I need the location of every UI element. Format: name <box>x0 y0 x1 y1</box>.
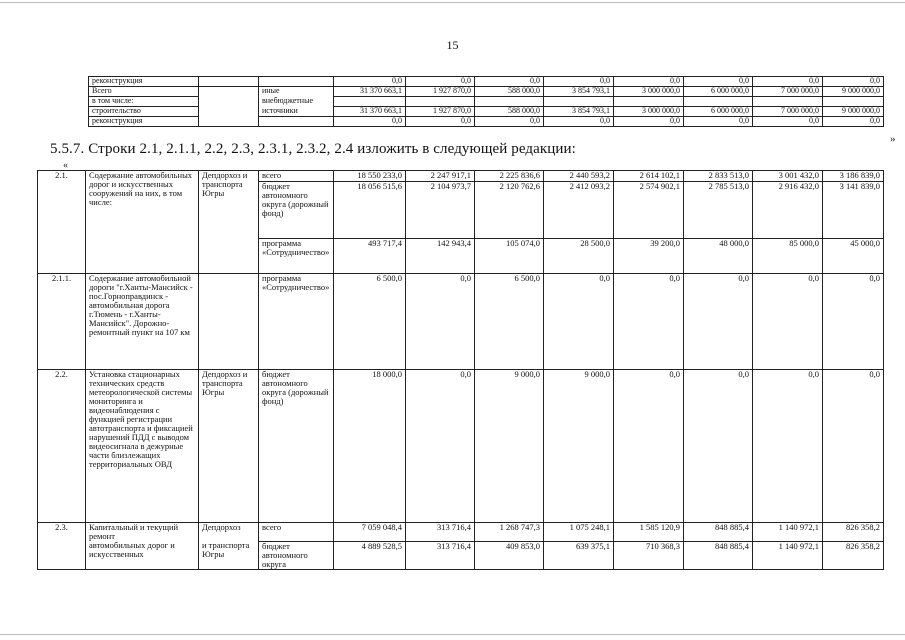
page-number: 15 <box>446 38 459 52</box>
value-cell: 0,0 <box>823 117 884 127</box>
source-cell: источники <box>259 107 334 117</box>
value-cell: 3 000 000,0 <box>614 87 684 97</box>
value-cell: 848 885,4 <box>684 541 753 569</box>
value-cell: 588 000,0 <box>475 107 544 117</box>
value-cell: 9 000 000,0 <box>823 87 884 97</box>
value-cell: 39 200,0 <box>614 239 684 274</box>
value-cell: 313 716,4 <box>406 541 475 569</box>
value-cell: 3 186 839,0 <box>823 171 884 182</box>
value-cell: 0,0 <box>475 117 544 127</box>
value-cell: 2 412 093,2 <box>544 182 614 239</box>
value-cell: 105 074,0 <box>475 239 544 274</box>
value-cell: 0,0 <box>544 117 614 127</box>
row-name: Содержание автомобильной дороги "г.Ханты-Мансийск - пос.Горноправдинск - автомобильная дорога г.Тюмень - г.Ханты-Мансийск". Дорожно-ремонтный пункт на 107 км <box>86 274 199 370</box>
value-cell: 142 943,4 <box>406 239 475 274</box>
value-cell: 6 500,0 <box>334 274 406 370</box>
value-cell: 1 075 248,1 <box>544 523 614 542</box>
source-cell: иные <box>259 87 334 97</box>
value-cell: 0,0 <box>614 117 684 127</box>
value-cell: 18 550 233,0 <box>334 171 406 182</box>
value-cell: 1 140 972,1 <box>753 541 823 569</box>
executor-cell: и транспорта Югры <box>199 541 259 569</box>
value-cell: 710 368,3 <box>614 541 684 569</box>
value-cell: 3 001 432,0 <box>753 171 823 182</box>
value-cell: 2 120 762,6 <box>475 182 544 239</box>
row-name: реконструкция <box>89 77 199 87</box>
value-cell: 0,0 <box>544 77 614 87</box>
value-cell: 2 785 513,0 <box>684 182 753 239</box>
value-cell: 31 370 663,1 <box>334 107 406 117</box>
table-row <box>38 370 884 523</box>
source-cell: программа «Сотрудничество» <box>259 274 334 370</box>
table-row <box>89 87 884 97</box>
page-top-border <box>0 2 905 3</box>
value-cell: 2 247 917,1 <box>406 171 475 182</box>
value-cell: 0,0 <box>823 274 884 370</box>
value-cell: 0,0 <box>823 77 884 87</box>
section-heading: 5.5.7. Строки 2.1, 2.1.1, 2.2, 2.3, 2.3.1, 2.3.2, 2.4 изложить в следующей редакции: <box>50 141 576 157</box>
value-cell: 3 141 839,0 <box>823 182 884 239</box>
row-name: реконструкция <box>89 117 199 127</box>
value-cell: 6 000 000,0 <box>684 87 753 97</box>
source-cell: бюджет автономного округа (дорожный фонд) <box>259 370 334 523</box>
source-cell: внебюджетные <box>259 97 334 107</box>
table-row <box>38 523 884 542</box>
value-cell: 0,0 <box>614 370 684 523</box>
value-cell: 45 000,0 <box>823 239 884 274</box>
row-name: в том числе: <box>89 97 199 107</box>
value-cell: 848 885,4 <box>684 523 753 542</box>
source-cell: бюджет автономного округа (дорожный фонд) <box>259 182 334 239</box>
table-row <box>38 274 884 370</box>
value-cell: 0,0 <box>684 77 753 87</box>
value-cell: 0,0 <box>753 274 823 370</box>
value-cell: 0,0 <box>406 370 475 523</box>
value-cell: 0,0 <box>753 117 823 127</box>
row-name: Установка стационарных технических средств метеорологической системы мониторинга и видеонаблюдения с функцией регистрации автотранспорта и фиксацией нарушений ПДД с выводом видеосигнала в дежурные части близлежащих территориальных ОВД <box>86 370 199 523</box>
value-cell: 409 853,0 <box>475 541 544 569</box>
value-cell: 1 927 870,0 <box>406 107 475 117</box>
value-cell: 18 000,0 <box>334 370 406 523</box>
value-cell: 0,0 <box>406 77 475 87</box>
value-cell: 6 000 000,0 <box>684 107 753 117</box>
row-name: Капитальный и текущий ремонт <box>86 523 199 542</box>
value-cell: 0,0 <box>684 117 753 127</box>
value-cell: 1 585 120,9 <box>614 523 684 542</box>
value-cell: 0,0 <box>753 77 823 87</box>
value-cell: 0,0 <box>614 274 684 370</box>
value-cell: 1 268 747,3 <box>475 523 544 542</box>
row-number: 2.2. <box>38 370 86 523</box>
value-cell: 0,0 <box>334 117 406 127</box>
value-cell: 0,0 <box>684 274 753 370</box>
row-name: Всего <box>89 87 199 97</box>
value-cell: 588 000,0 <box>475 87 544 97</box>
value-cell: 0,0 <box>334 77 406 87</box>
value-cell: 85 000,0 <box>753 239 823 274</box>
value-cell: 0,0 <box>544 274 614 370</box>
source-cell: всего <box>259 171 334 182</box>
value-cell: 2 104 973,7 <box>406 182 475 239</box>
value-cell: 48 000,0 <box>684 239 753 274</box>
executor-cell: Депдорхоз <box>199 523 259 542</box>
value-cell: 2 574 902,1 <box>614 182 684 239</box>
executor-cell: Депдорхоз и транспорта Югры <box>199 370 259 523</box>
value-cell: 1 140 972,1 <box>753 523 823 542</box>
value-cell: 826 358,2 <box>823 541 884 569</box>
value-cell: 4 889 528,5 <box>334 541 406 569</box>
value-cell: 0,0 <box>823 370 884 523</box>
value-cell: 1 927 870,0 <box>406 87 475 97</box>
source-cell: бюджет автономного округа <box>259 541 334 569</box>
row-name: Содержание автомобильных дорог и искусственных сооружений на них, в том числе: <box>86 171 199 274</box>
row-name: строительство <box>89 107 199 117</box>
value-cell: 3 000 000,0 <box>614 107 684 117</box>
value-cell: 9 000,0 <box>544 370 614 523</box>
closing-quote: » <box>890 133 896 145</box>
table-row <box>38 171 884 182</box>
value-cell: 2 916 432,0 <box>753 182 823 239</box>
value-cell: 0,0 <box>614 77 684 87</box>
value-cell: 0,0 <box>406 117 475 127</box>
value-cell: 826 358,2 <box>823 523 884 542</box>
row-name: автомобильных дорог и искусственных <box>86 541 199 569</box>
table-row <box>89 77 884 87</box>
value-cell: 9 000,0 <box>475 370 544 523</box>
value-cell: 313 716,4 <box>406 523 475 542</box>
value-cell: 0,0 <box>406 274 475 370</box>
top-table <box>88 76 884 127</box>
value-cell: 7 000 000,0 <box>753 107 823 117</box>
value-cell: 639 375,1 <box>544 541 614 569</box>
value-cell: 28 500,0 <box>544 239 614 274</box>
value-cell: 18 056 515,6 <box>334 182 406 239</box>
value-cell: 3 854 793,1 <box>544 107 614 117</box>
source-cell: программа «Сотрудничество» <box>259 239 334 274</box>
main-table <box>37 170 884 570</box>
value-cell: 0,0 <box>475 77 544 87</box>
source-cell: всего <box>259 523 334 542</box>
value-cell: 2 614 102,1 <box>614 171 684 182</box>
value-cell: 9 000 000,0 <box>823 107 884 117</box>
row-number: 2.1.1. <box>38 274 86 370</box>
value-cell: 2 440 593,2 <box>544 171 614 182</box>
opening-quote: « <box>63 160 68 171</box>
value-cell: 0,0 <box>753 370 823 523</box>
value-cell: 2 225 836,6 <box>475 171 544 182</box>
executor-cell: Депдорхоз и транспорта Югры <box>199 171 259 274</box>
value-cell: 31 370 663,1 <box>334 87 406 97</box>
value-cell: 3 854 793,1 <box>544 87 614 97</box>
executor-cell <box>199 274 259 370</box>
row-number: 2.3. <box>38 523 86 570</box>
page-bottom-border <box>0 634 905 635</box>
value-cell: 0,0 <box>684 370 753 523</box>
table-row <box>38 541 884 569</box>
value-cell: 493 717,4 <box>334 239 406 274</box>
row-number: 2.1. <box>38 171 86 274</box>
value-cell: 7 000 000,0 <box>753 87 823 97</box>
value-cell: 6 500,0 <box>475 274 544 370</box>
value-cell: 2 833 513,0 <box>684 171 753 182</box>
value-cell: 7 059 048,4 <box>334 523 406 542</box>
